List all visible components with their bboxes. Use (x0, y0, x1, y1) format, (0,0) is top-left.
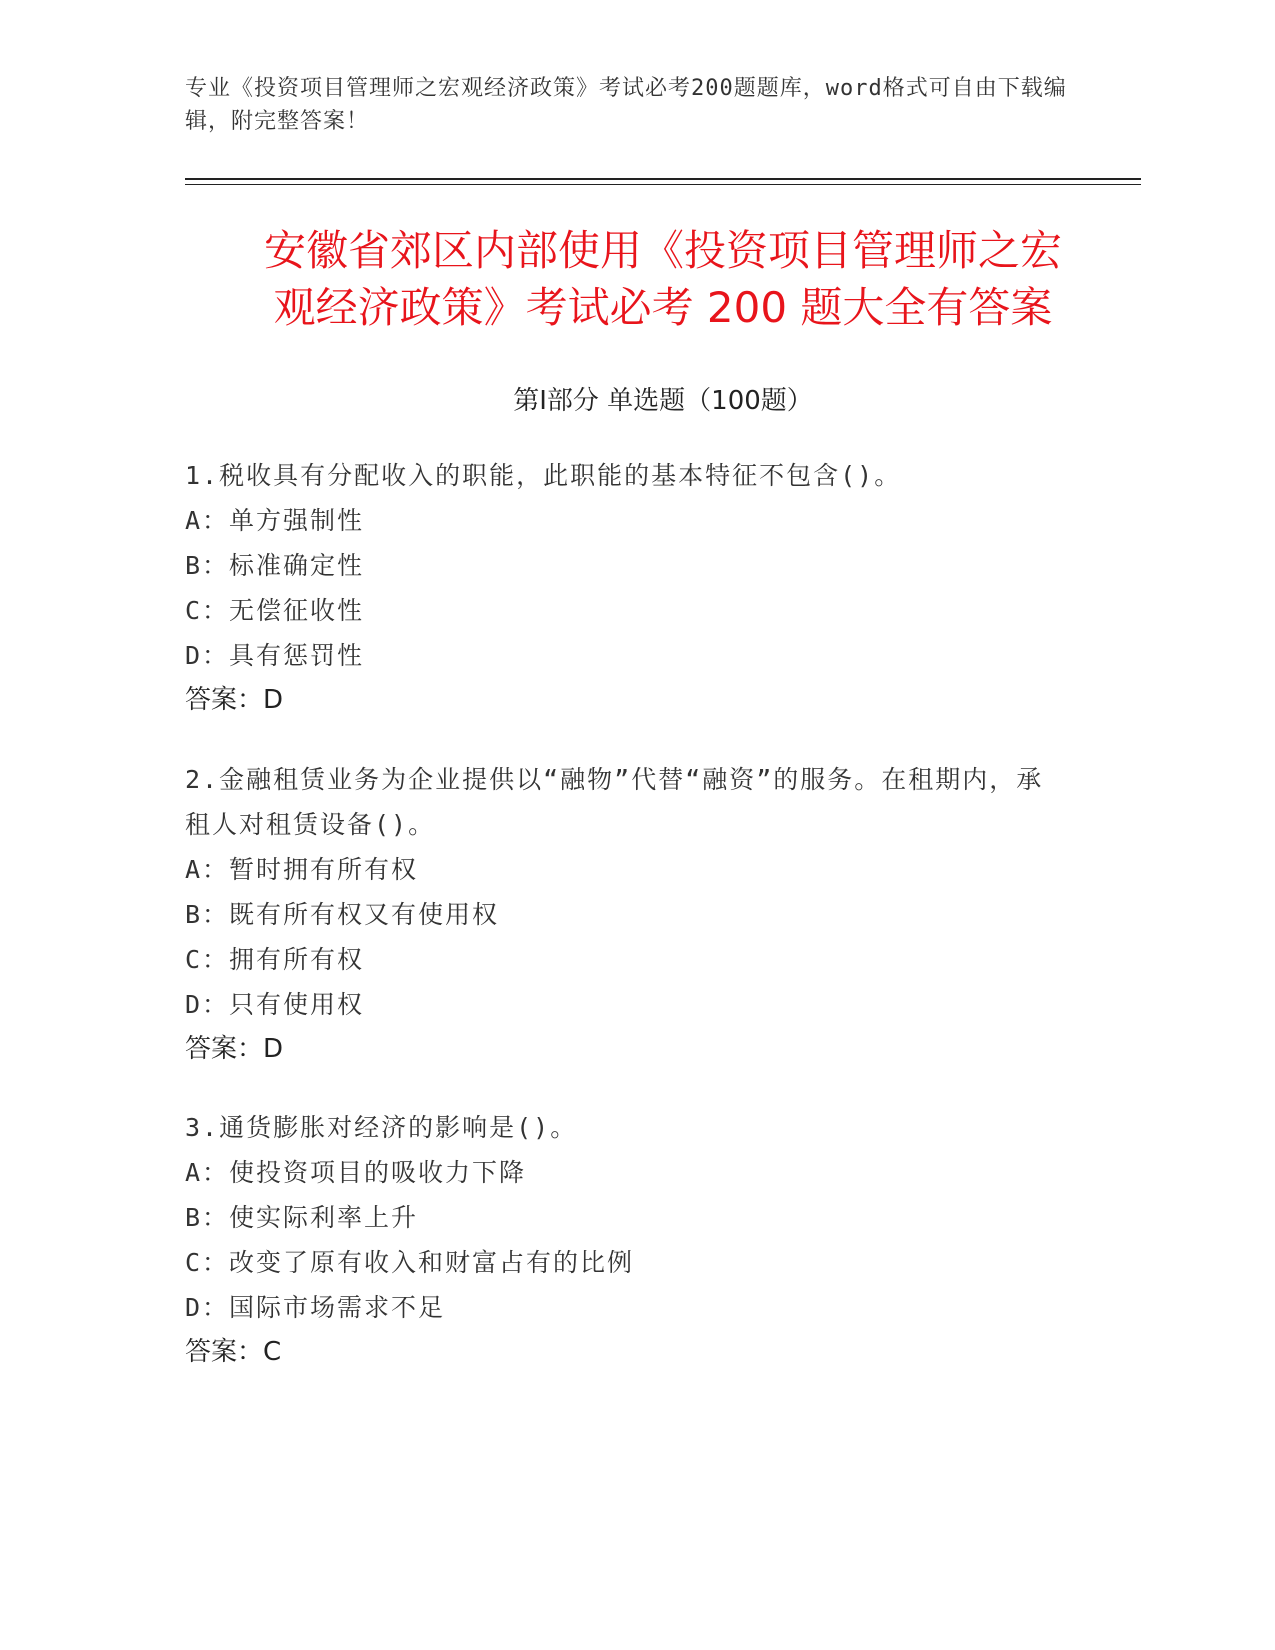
option-b: B：使实际利率上升 (185, 1203, 419, 1232)
option-a: A：单方强制性 (185, 506, 365, 535)
option-a: A：暂时拥有所有权 (185, 855, 419, 884)
question-2 (185, 757, 1065, 1072)
option-b: B：标准确定性 (185, 551, 365, 580)
option-c: C：改变了原有收入和财富占有的比例 (185, 1248, 635, 1277)
option-d: D：具有惩罚性 (185, 641, 365, 670)
question-text: 2.金融租赁业务为企业提供以“融物”代替“融资”的服务。在租期内，承租人对租赁设备()。 (185, 765, 1044, 839)
question-3 (185, 1105, 1065, 1375)
header-note: 专业《投资项目管理师之宏观经济政策》考试必考200题题库，word格式可自由下载编辑，附完整答案！ (185, 76, 1067, 134)
header-rule-thick (185, 178, 1141, 180)
question-1 (185, 453, 1065, 723)
option-c: C：拥有所有权 (185, 945, 365, 974)
option-c: C：无偿征收性 (185, 596, 365, 625)
document-title (185, 222, 1141, 336)
header-rule-thin (185, 184, 1141, 185)
option-a: A：使投资项目的吸收力下降 (185, 1158, 527, 1187)
answer: 答案：D (185, 685, 284, 715)
option-d: D：国际市场需求不足 (185, 1293, 446, 1322)
question-text: 1.税收具有分配收入的职能，此职能的基本特征不包含()。 (185, 461, 902, 490)
answer: 答案：C (185, 1337, 282, 1367)
option-b: B：既有所有权又有使用权 (185, 900, 500, 929)
answer: 答案：D (185, 1034, 284, 1064)
option-d: D：只有使用权 (185, 990, 365, 1019)
section-heading: 第Ⅰ部分 单选题（100题） (513, 386, 813, 416)
title-line-2: 观经济政策》考试必考 200 题大全有答案 (273, 283, 1053, 332)
title-line-1: 安徽省郊区内部使用《投资项目管理师之宏 (263, 226, 1062, 275)
question-text: 3.通货膨胀对经济的影响是()。 (185, 1113, 578, 1142)
